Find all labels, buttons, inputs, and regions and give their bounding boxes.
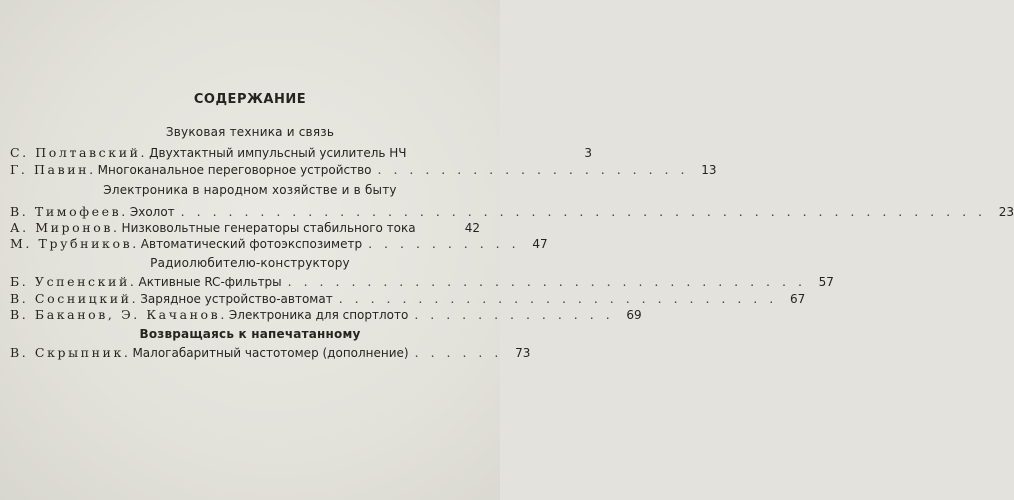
entry-title: Активные RC-фильтры [138,275,282,289]
entry-author: В. Скрыпник. [10,345,131,360]
entry-author: В. Тимофеев. [10,204,128,219]
toc-entry [10,307,642,322]
section-heading: Электроника в народном хозяйстве и в быту [103,183,397,197]
leader-dots: . . . . . . . . . . . . . . . . . . . . [377,162,689,177]
entry-title: Автоматический фотоэкспозиметр [140,237,363,251]
toc-entry [10,220,480,235]
leader-dots: . . . . . . . . . . . . . . . . . . . . . . . . . . . . . . . . . [287,274,806,289]
leader-dots: . . . . . . . . . . [368,236,520,251]
toc-title: СОДЕРЖАНИЕ [193,92,307,107]
entry-page-number: 67 [789,292,806,306]
entry-page-number: 13 [701,163,717,177]
entry-title: Двухтактный импульсный усилитель НЧ [149,146,407,160]
toc-entry [10,236,548,251]
leader-dots: . . . . . . . . . . . . . [414,307,614,322]
entry-title: Электроника для спортлото [228,308,409,322]
entry-author: М. Трубников. [10,236,139,251]
entry-page-number: 69 [626,308,642,322]
toc-entry [10,291,806,306]
section-heading: Звуковая техника и связь [165,125,335,139]
toc-entry [10,274,834,289]
entry-title: Низковольтные генераторы стабильного тока [121,221,416,235]
toc-entry [10,145,593,160]
entry-page-number: 47 [532,237,548,251]
entry-title: Многоканальное переговорное устройство [97,163,372,177]
leader-dots: . . . . . . [414,345,503,360]
entry-title: Малогабаритный частотомер (дополнение) [132,346,409,360]
entry-author: Г. Павин. [10,162,96,177]
entry-page-number: 42 [464,221,480,235]
entry-page-number: 73 [515,346,531,360]
leader-dots: . . . . . . . . . . . . . . . . . . . . . . . . . . . . [338,291,778,306]
toc-entry [10,345,531,360]
entry-author: В. Баканов, Э. Качанов. [10,307,227,322]
section-heading: Радиолюбителю-конструктору [150,256,350,270]
entry-title: Зарядное устройство-автомат [140,292,333,306]
section-heading: Возвращаясь к напечатанному [139,327,361,341]
entry-author: А. Миронов. [10,220,120,235]
toc-entry [10,162,717,177]
leader-dots: . . . . . . . . . . . . . . . . . . . . . . . . . . . . . . . . . . . . . . . . . . . . . . . . . . . [180,204,986,219]
entry-author: В. Сосницкий. [10,291,139,306]
toc-entry [10,204,1014,219]
entry-page-number: 57 [818,275,834,289]
entry-page-number: 23 [998,205,1014,219]
entry-title: Эхолот [129,205,175,219]
entry-page-number: 3 [584,146,593,160]
entry-author: С. Полтавский. [10,145,148,160]
entry-author: Б. Успенский. [10,274,137,289]
